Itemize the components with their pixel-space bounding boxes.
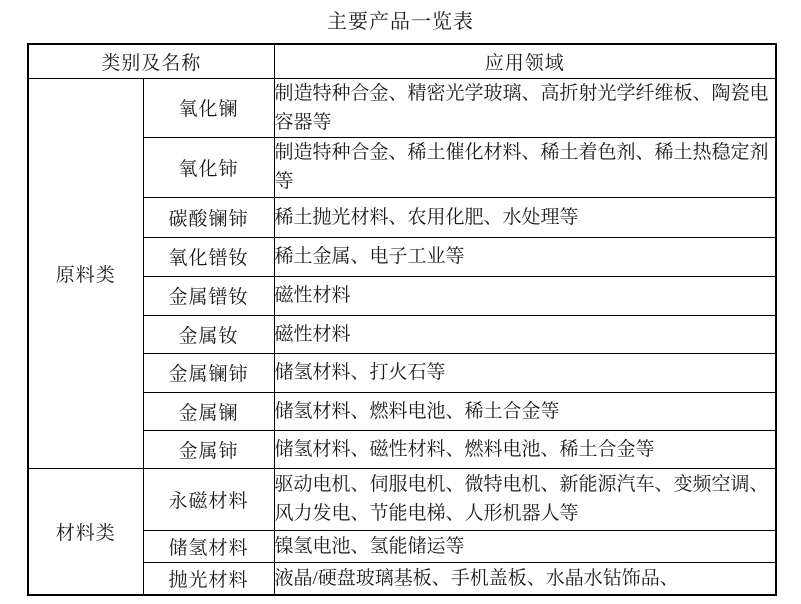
application-cell: 稀土抛光材料、农用化肥、水处理等 (274, 197, 776, 237)
application-cell: 储氢材料、燃料电池、稀土合金等 (274, 392, 776, 430)
product-name: 抛光材料 (143, 562, 274, 595)
product-name: 氧化镨钕 (143, 237, 274, 276)
products-table (27, 43, 777, 596)
category-cell-materials: 材料类 (28, 468, 143, 595)
application-cell: 制造特种合金、精密光学玻璃、高折射光学纤维板、陶瓷电容器等 (274, 78, 776, 137)
header-category-and-name: 类别及名称 (28, 44, 274, 78)
product-name: 储氢材料 (143, 530, 274, 562)
product-name: 金属镨钕 (143, 276, 274, 315)
product-name: 金属镧 (143, 392, 274, 430)
application-cell: 驱动电机、伺服电机、微特电机、新能源汽车、变频空调、风力发电、节能电梯、人形机器人等 (274, 468, 776, 530)
application-cell: 磁性材料 (274, 315, 776, 353)
product-name: 氧化镧 (143, 78, 274, 137)
product-name: 金属钕 (143, 315, 274, 353)
application-cell: 储氢材料、磁性材料、燃料电池、稀土合金等 (274, 430, 776, 468)
product-name: 永磁材料 (143, 468, 274, 530)
application-cell: 储氢材料、打火石等 (274, 353, 776, 392)
product-name: 碳酸镧铈 (143, 197, 274, 237)
application-cell: 磁性材料 (274, 276, 776, 315)
application-cell: 液晶/硬盘玻璃基板、手机盖板、水晶水钻饰品、 (274, 562, 776, 595)
application-cell: 稀土金属、电子工业等 (274, 237, 776, 276)
category-cell-raw-materials: 原料类 (28, 78, 143, 468)
product-name: 氧化铈 (143, 137, 274, 197)
product-name: 金属铈 (143, 430, 274, 468)
product-name: 金属镧铈 (143, 353, 274, 392)
header-application: 应用领域 (274, 44, 776, 78)
table-row (28, 78, 776, 137)
page-title: 主要产品一览表 (327, 11, 474, 33)
table-row (28, 468, 776, 530)
application-cell: 镍氢电池、氢能储运等 (274, 530, 776, 562)
application-cell: 制造特种合金、稀土催化材料、稀土着色剂、稀土热稳定剂等 (274, 137, 776, 197)
header-row (28, 44, 776, 78)
